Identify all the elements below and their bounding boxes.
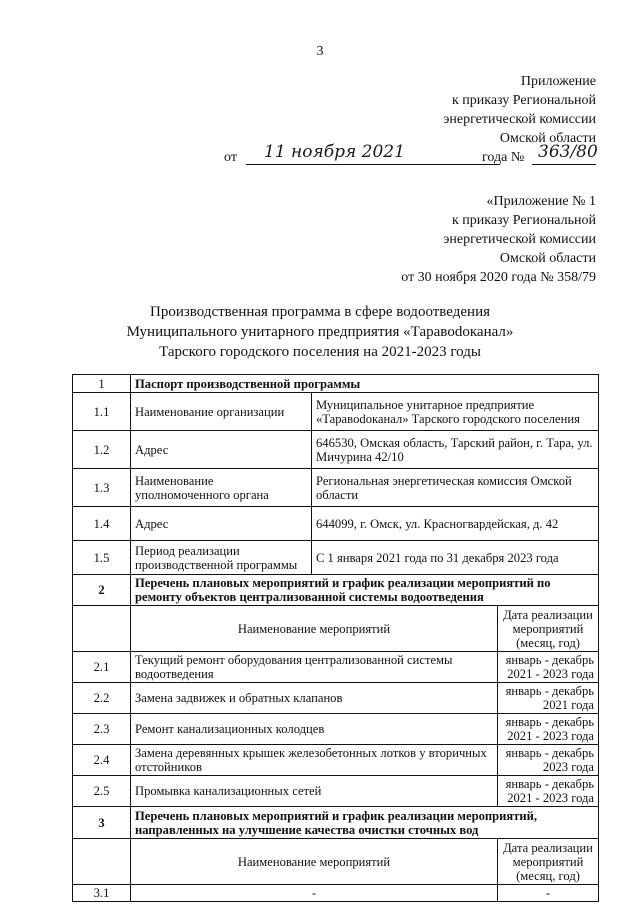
- title-line: Тарского городского поселения на 2021-2023 годы: [159, 344, 481, 360]
- title-line: Производственная программа в сфере водоотведения: [149, 304, 490, 320]
- measure-date: январь - декабрь 2021 - 2023 года: [498, 714, 599, 745]
- row-value: 644099, г. Омск, ул. Красногвардейская, д. 42: [312, 507, 599, 541]
- appendix-line: энергетической комиссии: [443, 232, 596, 247]
- section-title: Перечень плановых мероприятий и график реализации мероприятий, направленных на улучшение качества очистки сточных вод: [131, 807, 599, 839]
- row-number: 3.1: [73, 885, 131, 902]
- measure-name: -: [131, 885, 498, 902]
- row-label: Адрес: [131, 431, 312, 469]
- appendix-line: Омской области: [499, 131, 596, 146]
- row-number: 2.4: [73, 745, 131, 776]
- handwritten-number: 363/80: [538, 142, 598, 162]
- table-row: [73, 745, 599, 776]
- appendix-line: Приложение: [520, 74, 596, 89]
- row-label: Адрес: [131, 507, 312, 541]
- empty-cell: [73, 839, 131, 885]
- appendix-line: от 30 ноября 2020 года № 358/79: [401, 270, 596, 285]
- appendix-header-current: [443, 72, 596, 148]
- table-row: [73, 776, 599, 807]
- section-number: 1: [73, 375, 131, 393]
- appendix-line: к приказу Региональной: [451, 213, 596, 228]
- table-row: [73, 652, 599, 683]
- row-number: 1.3: [73, 469, 131, 507]
- table-row: [73, 507, 599, 541]
- table-row: [73, 714, 599, 745]
- row-value: С 1 января 2021 года по 31 декабря 2023 года: [312, 541, 599, 575]
- measure-date: январь - декабрь 2021 года: [498, 683, 599, 714]
- measure-date: -: [498, 885, 599, 902]
- section-row: [73, 375, 599, 393]
- empty-cell: [73, 606, 131, 652]
- row-number: 2.3: [73, 714, 131, 745]
- measure-date: январь - декабрь 2023 года: [498, 745, 599, 776]
- appendix-line: к приказу Региональной: [451, 93, 596, 108]
- appendix-header-previous: [401, 192, 596, 287]
- table-row: [73, 431, 599, 469]
- measure-name: Ремонт канализационных колодцев: [131, 714, 498, 745]
- page-number: 3: [316, 44, 324, 59]
- document-title: [0, 302, 640, 362]
- date-underline: [246, 164, 500, 165]
- measure-name: Замена деревянных крышек железобетонных лотков у вторичных отстойников: [131, 745, 498, 776]
- row-label: Наименование организации: [131, 393, 312, 431]
- row-number: 1.4: [73, 507, 131, 541]
- row-label: Период реализации производственной программы: [131, 541, 312, 575]
- row-number: 2.5: [73, 776, 131, 807]
- measure-name: Промывка канализационных сетей: [131, 776, 498, 807]
- section-title: Паспорт производственной программы: [131, 375, 599, 393]
- measure-name: Замена задвижек и обратных клапанов: [131, 683, 498, 714]
- row-number: 1.2: [73, 431, 131, 469]
- section-row: [73, 807, 599, 839]
- row-value: Региональная энергетическая комиссия Омской области: [312, 469, 599, 507]
- row-number: 2.2: [73, 683, 131, 714]
- number-prefix: года №: [482, 150, 525, 165]
- table-header-row: [73, 839, 599, 885]
- measure-date: январь - декабрь 2021 - 2023 года: [498, 652, 599, 683]
- table-row: [73, 683, 599, 714]
- table-row: [73, 469, 599, 507]
- row-label: Наименование уполномоченного органа: [131, 469, 312, 507]
- row-value: 646530, Омская область, Тарский район, г. Тара, ул. Мичурина 42/10: [312, 431, 599, 469]
- column-header-date: Дата реализации мероприятий (месяц, год): [498, 839, 599, 885]
- appendix-line: энергетической комиссии: [443, 112, 596, 127]
- row-number: 2.1: [73, 652, 131, 683]
- appendix-line: «Приложение № 1: [486, 194, 596, 209]
- table-row: [73, 885, 599, 902]
- column-header-name: Наименование мероприятий: [131, 606, 498, 652]
- section-number: 2: [73, 575, 131, 606]
- section-row: [73, 575, 599, 606]
- table-row: [73, 541, 599, 575]
- measure-name: Текущий ремонт оборудования централизованной системы водоотведения: [131, 652, 498, 683]
- column-header-name: Наименование мероприятий: [131, 839, 498, 885]
- row-value: Муниципальное унитарное предприятие «Таравodоканал» Тарского городского поселения: [312, 393, 599, 431]
- handwritten-date: 11 ноября 2021: [264, 142, 405, 162]
- measure-date: январь - декабрь 2021 - 2023 года: [498, 776, 599, 807]
- table-row: [73, 393, 599, 431]
- row-number: 1.1: [73, 393, 131, 431]
- title-line: Муниципального унитарного предприятия «Таравodоканал»: [126, 324, 514, 340]
- number-underline: [532, 164, 596, 165]
- column-header-date: Дата реализации мероприятий (месяц, год): [498, 606, 599, 652]
- section-number: 3: [73, 807, 131, 839]
- section-title: Перечень плановых мероприятий и график реализации мероприятий по ремонту объектов централизованной системы водоотведения: [131, 575, 599, 606]
- row-number: 1.5: [73, 541, 131, 575]
- order-date-line: [224, 142, 596, 168]
- appendix-line: Омской области: [499, 251, 596, 266]
- date-prefix: от: [224, 150, 237, 165]
- table-header-row: [73, 606, 599, 652]
- program-table: [72, 374, 599, 902]
